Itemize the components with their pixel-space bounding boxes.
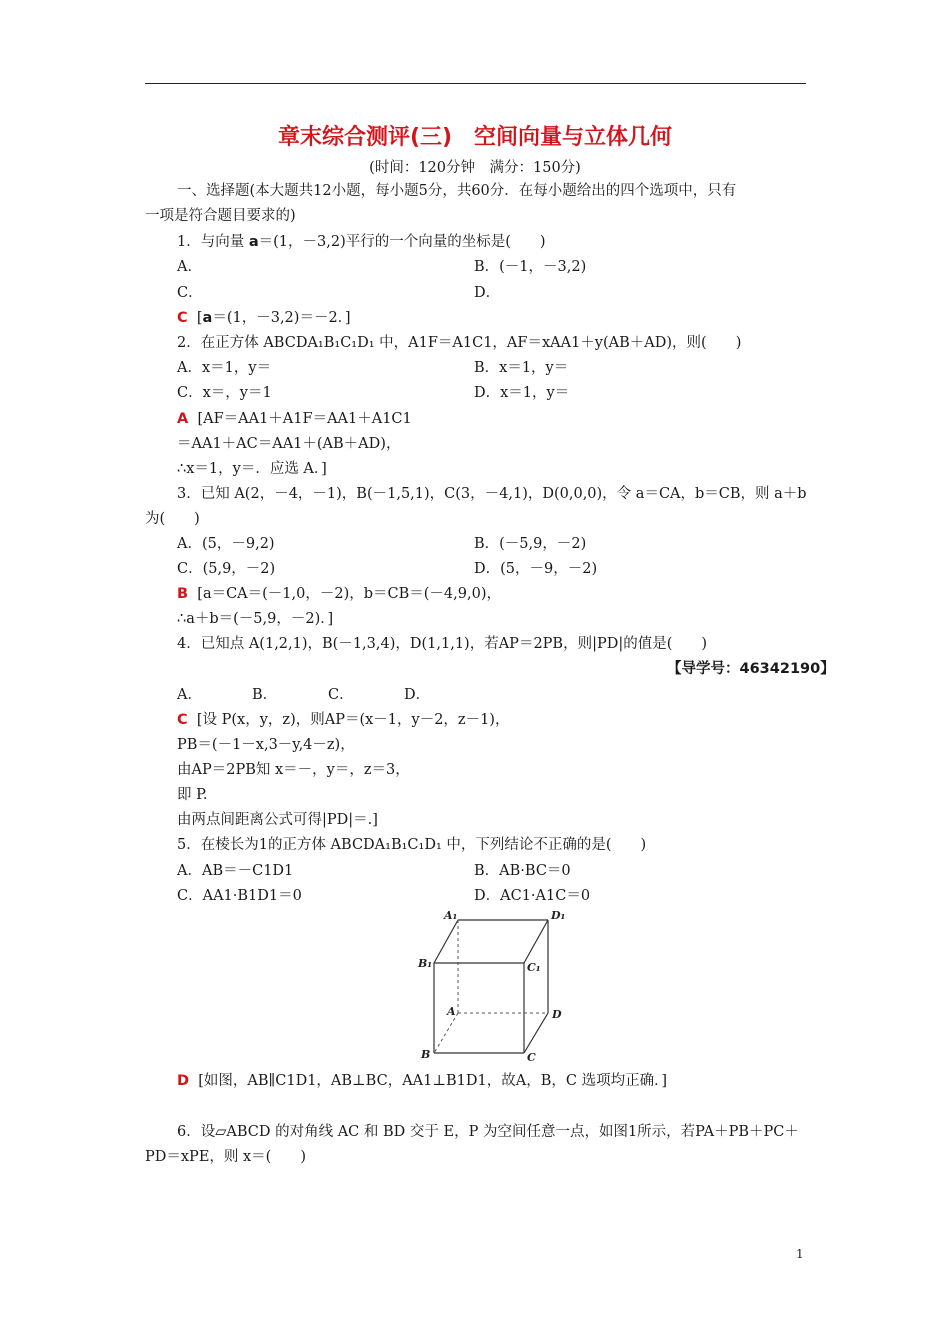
q4-solution-3: 由AP＝2PB知 x＝－，y＝，z＝3， [177, 762, 410, 778]
vector-a: a [248, 234, 259, 250]
label-A1: A₁ [444, 909, 458, 922]
q5-answer: D [177, 1073, 190, 1089]
q4-solution-1: C [设 P(x，y，z)，则AP＝(x－1，y－2，z－1)， [177, 712, 510, 728]
q2-option-c: C．x＝，y＝1 [177, 385, 272, 401]
q5-option-a: A．AB＝－C1D1 [177, 863, 294, 879]
q3-option-d: D．(5，－9，－2) [474, 561, 598, 577]
label-A: A [447, 1005, 456, 1018]
q3-solution-1: B [a＝CA＝(－1,0，－2)，b＝CB＝(－4,9,0)， [177, 586, 501, 602]
section-intro-line1: 一、选择题(本大题共12小题，每小题5分，共60分．在每小题给出的四个选项中，只有 [177, 183, 737, 199]
q4-solution-4: 即 P. [177, 787, 208, 803]
cube-figure [410, 905, 570, 1065]
section-intro-line2: 一项是符合题目要求的) [145, 208, 296, 224]
q5-option-c: C．AA1·B1D1＝0 [177, 888, 302, 904]
label-C1: C₁ [527, 961, 541, 974]
label-D1: D₁ [551, 909, 566, 922]
q4-option-c: C． [328, 687, 354, 703]
q1-option-c: C． [177, 285, 203, 301]
q5-option-d: D．AC1·A1C＝0 [474, 888, 591, 904]
q1-option-d: D． [474, 285, 501, 301]
question-6-stem-2: PD＝xPE，则 x＝( ) [145, 1149, 307, 1165]
q2-option-b: B．x＝1，y＝ [474, 360, 569, 376]
question-6-stem: 6．设▱ABCD 的对角线 AC 和 BD 交于 E，P 为空间任意一点，如图1所示，若PA＋PB＋PC＋ [177, 1124, 799, 1140]
page-number: 1 [796, 1247, 804, 1261]
question-1-stem: 1．与向量 a＝(1，－3,2)平行的一个向量的坐标是( ) [177, 234, 546, 250]
q4-solution-2: PB＝(－1－x,3－y,4－z)， [177, 737, 355, 753]
q4-option-a: A． [177, 687, 202, 703]
q2-answer: A [177, 411, 189, 427]
question-3-stem: 3．已知 A(2，－4，－1)，B(－1,5,1)，C(3，－4,1)，D(0,0,0)，令 a＝CA，b＝CB，则 a＋b [177, 486, 807, 502]
question-4-stem: 4．已知点 A(1,2,1)，B(－1,3,4)，D(1,1,1)，若AP＝2PB，则|PD|的值是( ) [177, 636, 708, 652]
question-3-stem-2: 为( ) [145, 511, 200, 527]
q1-option-a: A． [177, 259, 202, 275]
q4-solution-5: 由两点间距离公式可得|PD|＝.] [177, 812, 378, 828]
header-rule [145, 83, 806, 84]
q5-option-b: B．AB·BC＝0 [474, 863, 571, 879]
page-title: 章末综合测评(三) 空间向量与立体几何 [277, 125, 673, 150]
q2-option-d: D．x＝1，y＝ [474, 385, 570, 401]
label-B: B [421, 1048, 431, 1061]
q4-option-b: B． [252, 687, 278, 703]
q1-solution: C [a＝(1，－3,2)＝－2．] [177, 310, 351, 326]
q3-solution-2: ∴a＋b＝(－5,9，－2)．] [177, 611, 334, 627]
q4-answer: C [177, 712, 188, 728]
label-B1: B₁ [418, 957, 433, 970]
q3-answer: B [177, 586, 189, 602]
exam-info: (时间：120分钟 满分：150分) [369, 160, 581, 176]
q3-option-c: C．(5,9，－2) [177, 561, 276, 577]
q3-option-b: B．(－5,9，－2) [474, 536, 587, 552]
q4-option-d: D． [404, 687, 431, 703]
q3-option-a: A．(5，－9,2) [177, 536, 275, 552]
q2-solution-1: A [AF＝AA1＋A1F＝AA1＋A1C1 [177, 411, 412, 427]
question-2-stem: 2．在正方体 ABCDA₁B₁C₁D₁ 中，A1F＝A1C1，AF＝xAA1＋y(AB＋AD)，则( ) [177, 335, 742, 351]
q1-option-b: B．(－1，－3,2) [474, 259, 587, 275]
guide-number: 【导学号：46342190】 [667, 661, 835, 677]
label-D: D [552, 1008, 562, 1021]
q5-solution: D [如图，AB∥C1D1，AB⊥BC，AA1⊥B1D1，故A，B，C 选项均正确．] [177, 1073, 667, 1089]
q2-option-a: A．x＝1，y＝ [177, 360, 272, 376]
q1-answer: C [177, 310, 188, 326]
question-5-stem: 5．在棱长为1的正方体 ABCDA₁B₁C₁D₁ 中，下列结论不正确的是( ) [177, 837, 647, 853]
label-C: C [527, 1051, 536, 1064]
q2-solution-2: ＝AA1＋AC＝AA1＋(AB＋AD)， [177, 436, 401, 452]
q2-solution-3: ∴x＝1，y＝．应选 A．] [177, 461, 327, 477]
